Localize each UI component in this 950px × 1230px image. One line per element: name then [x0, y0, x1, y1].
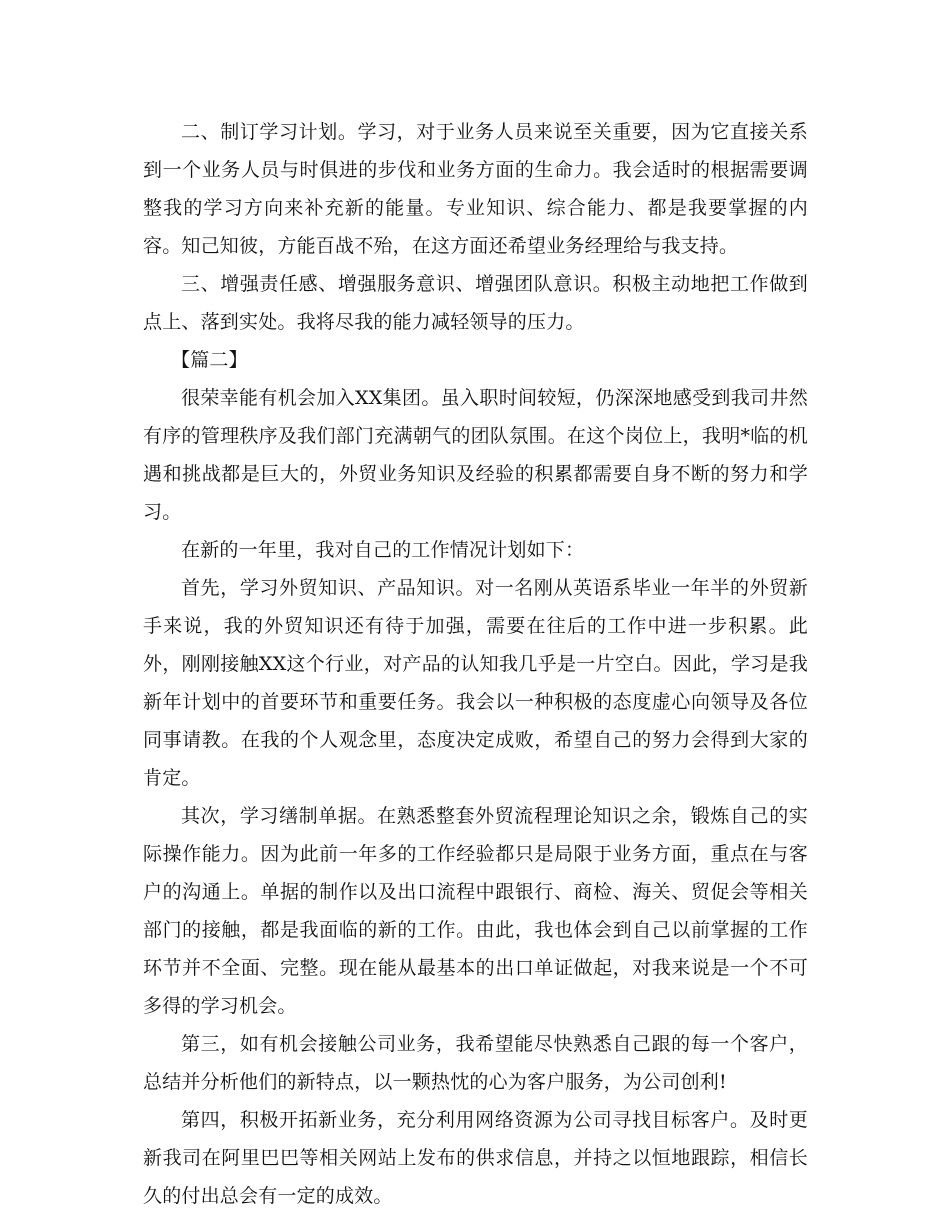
- section-heading-part-two: 【篇二】: [171, 349, 248, 371]
- paragraph-fourth: 第四，积极开拓新业务，充分利用网络资源为公司寻找目标客户。及时更新我司在阿里巴巴等相关网站上发布的供求信息，并持之以恒地跟踪，相信长久的付出总会有一定的成效。: [143, 1109, 808, 1207]
- document-body: [143, 113, 808, 1215]
- paragraph-first: 首先，学习外贸知识、产品知识。对一名刚从英语系毕业一年半的外贸新手来说，我的外贸知识还有待于加强，需要在往后的工作中进一步积累。此外，刚刚接触XX这个行业，对产品的认知我几乎是一片空白。因此，学习是我新年计划中的首要环节和重要任务。我会以一种积极的态度虚心向领导及各位同事请教。在我的个人观念里，态度决定成败，希望自己的努力会得到大家的肯定。: [143, 577, 808, 789]
- paragraph-responsibility: 三、增强责任感、增强服务意识、增强团队意识。积极主动地把工作做到点上、落到实处。我将尽我的能力减轻领导的压力。: [143, 273, 808, 333]
- paragraph-plan-intro: 在新的一年里，我对自己的工作情况计划如下：: [181, 539, 585, 561]
- paragraph-second: 其次，学习缮制单据。在熟悉整套外贸流程理论知识之余，锻炼自己的实际操作能力。因为此前一年多的工作经验都只是局限于业务方面，重点在与客户的沟通上。单据的制作以及出口流程中跟银行、商检、海关、贸促会等相关部门的接触，都是我面临的新的工作。由此，我也体会到自己以前掌握的工作环节并不全面、完整。现在能从最基本的出口单证做起，对我来说是一个不可多得的学习机会。: [143, 805, 808, 1017]
- paragraph-study-plan: 二、制订学习计划。学习，对于业务人员来说至关重要，因为它直接关系到一个业务人员与时俱进的步伐和业务方面的生命力。我会适时的根据需要调整我的学习方向来补充新的能量。专业知识、综合能力、都是我要掌握的内容。知己知彼，方能百战不殆，在这方面还希望业务经理给与我支持。: [143, 121, 808, 257]
- paragraph-joining-group: 很荣幸能有机会加入XX集团。虽入职时间较短，仍深深地感受到我司井然有序的管理秩序及我们部门充满朝气的团队氛围。在这个岗位上，我明*临的机遇和挑战都是巨大的，外贸业务知识及经验的积累都需要自身不断的努力和学习。: [143, 387, 808, 523]
- paragraph-third: 第三，如有机会接触公司业务，我希望能尽快熟悉自己跟的每一个客户，总结并分析他们的新特点，以一颗热忱的心为客户服务，为公司创利!: [143, 1033, 808, 1093]
